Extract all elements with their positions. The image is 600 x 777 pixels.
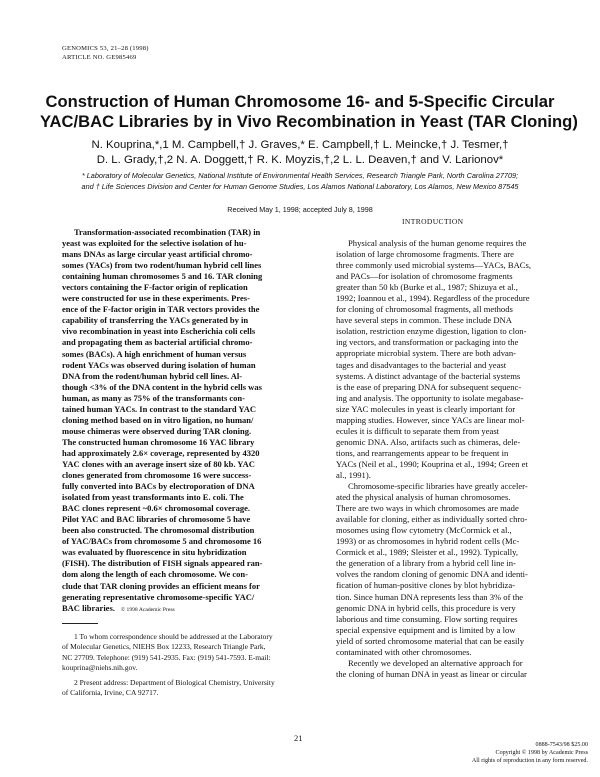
abstract-line: clones generated from chromosome 16 were success-: [62, 470, 252, 481]
footnote-line: of California, Irvine, CA 92717.: [62, 688, 159, 698]
abstract-line: though <3% of the DNA content in the hybrid cells was: [62, 381, 262, 392]
body-line: the generation of a library from a hybrid cell line in-: [336, 558, 516, 569]
abstract-line: mouse chimeras were observed during TAR cloning.: [62, 425, 252, 436]
abstract: [62, 227, 312, 616]
body-line: tages and disadvantages to the bacterial and yeast: [336, 359, 507, 370]
authors-line-1: N. Kouprina,*,1 M. Campbell,† J. Graves,* E. Campbell,† L. Meincke,† J. Tesmer,†: [91, 139, 509, 151]
paper-title: [40, 92, 578, 132]
abstract-last-line: [62, 603, 312, 616]
body-line: special expensive equipment and is limited by a low: [336, 624, 516, 635]
abstract-line: generating representative chromosome-specific YAC/: [62, 591, 255, 602]
abstract-line: YAC clones with an average insert size of 80 kb. YAC: [62, 458, 255, 469]
abstract-line: BAC clones represent ~0.6× chromosomal coverage.: [62, 503, 250, 514]
abstract-line: were constructed for use in these experiments. Pres-: [62, 293, 250, 304]
abstract-line: was evaluated by fluorescence in situ hybridization: [62, 547, 247, 558]
body-line: greater than 50 kb (Burke et al., 1987; Shizuya et al.,: [336, 282, 518, 293]
abstract-line: mans DNAs as large circular yeast artificial chromo-: [62, 249, 253, 260]
footnote-separator: [62, 623, 98, 624]
body-line: ecules it is difficult to separate them from yeast: [336, 425, 500, 436]
body-line: three commonly used microbial systems—YACs, BACs,: [336, 260, 532, 271]
body-line: laborious and time consuming. Flow sorting requires: [336, 613, 518, 624]
body-line: Recently we developed an alternative approach for: [348, 657, 523, 668]
body-line: and PACs—for isolation of chromosome fragments: [336, 271, 513, 282]
affiliation-line-1: * Laboratory of Molecular Genetics, National Institute of Environmental Health Services, Research Triangle Park, North Carolina 27709;: [81, 171, 519, 180]
abstract-line: clude that TAR cloning provides an efficient means for: [62, 580, 260, 591]
abstract-line: cloning method based on in vitro ligation, no human/: [62, 414, 254, 425]
abstract-line: The constructed human chromosome 16 YAC library: [62, 436, 255, 447]
abstract-line: had approximately 2.6× coverage, represented by 4320: [62, 447, 260, 458]
body-line: 1992; Ioannou et al., 1994). Regardless of the procedure: [336, 293, 530, 304]
received-dates: Received May 1, 1998; accepted July 8, 1998: [227, 205, 373, 214]
body-line: fication of human-positive clones by blot hybridiza-: [336, 580, 515, 591]
affiliations: [30, 170, 570, 192]
body-line: isolation, restriction enzyme digestion, ligation to clon-: [336, 326, 527, 337]
body-line: genomic DNA. Also, artifacts such as chimeras, dele-: [336, 436, 521, 447]
abstract-line: dom along the length of each chromosome. We con-: [62, 569, 248, 580]
abstract-final-text: BAC libraries.: [62, 602, 115, 613]
abstract-line: of YAC/BACs from chromosome 5 and chromosome 16: [62, 536, 262, 547]
body-line: Physical analysis of the human genome requires the: [348, 238, 527, 248]
body-line: have several steps in common. These include DNA: [336, 315, 512, 326]
footnote-line: 1 To whom correspondence should be addressed at the Laboratory: [74, 632, 273, 641]
body-line: ing and analysis. The opportunity to isolate megabase-: [336, 392, 524, 403]
body-line: tion. Since human DNA represents less than 3% of the: [336, 591, 524, 602]
abstract-line: vectors containing the F-factor origin of replication: [62, 282, 248, 293]
body-line: Cormick et al., 1989; Sleister et al., 1992). Typically,: [336, 547, 518, 558]
title-line-2: YAC/BAC Libraries by in Vivo Recombination in Yeast (TAR Cloning): [40, 112, 578, 131]
intro-paragraph-1: [336, 238, 586, 481]
abstract-line: human, as many as 75% of the transformants con-: [62, 392, 245, 403]
footnote-line: of Molecular Genetics, NIEHS Box 12233, Research Triangle Park,: [62, 642, 266, 652]
intro-paragraph-3: [336, 658, 586, 680]
body-line: for cloning of chromosomal fragments, all methods: [336, 304, 513, 315]
section-heading-introduction: INTRODUCTION: [402, 217, 464, 226]
body-line: Chromosome-specific libraries have greatly acceler-: [348, 481, 528, 492]
body-line: There are two ways in which chromosomes are made: [336, 503, 519, 514]
body-line: ated the physical analysis of human chromosomes.: [336, 492, 511, 503]
colophon: [440, 741, 588, 766]
abstract-line: vivo recombination in yeast into Escherichia coli cells: [62, 326, 256, 337]
abstract-line: somes (YACs) from two rodent/human hybrid cell lines: [62, 260, 262, 271]
footnote-2: [62, 678, 312, 699]
body-line: isolation of large chromosome fragments. There are: [336, 249, 514, 260]
body-line: mosomes using flow cytometry (McCormick et al.,: [336, 525, 512, 536]
page-number: 21: [294, 733, 303, 743]
abstract-line: DNA from the rodent/human hybrid cell lines. Al-: [62, 370, 243, 381]
body-line: 1993) or as chromosomes in hybrid rodent cells (Mc-: [336, 536, 520, 547]
affiliation-line-2: and † Life Sciences Division and Center for Human Genome Studies, Los Alamos National Laboratory, Los Alamos, New Mexico 87545: [81, 182, 519, 191]
abstract-copyright: © 1998 Academic Press: [120, 606, 175, 613]
abstract-line: yeast was exploited for the selective isolation of hu-: [62, 238, 247, 249]
body-line: yield of sorted chromosome material that can be easily: [336, 635, 525, 646]
authors-line-2: D. L. Grady,†,2 N. A. Doggett,† R. K. Moyzis,†,2 L. L. Deaven,† and V. Larionov*: [96, 153, 504, 166]
abstract-body: [62, 227, 312, 603]
abstract-line: rodent YACs was observed during isolation of human: [62, 359, 256, 370]
abstract-line: containing human chromosomes 5 and 16. TAR cloning: [62, 271, 263, 282]
body-line: contaminated with other chromosomes.: [336, 646, 472, 657]
body-line: al., 1991).: [336, 469, 371, 480]
abstract-line: ence of the F-factor origin in TAR vectors provides the: [62, 304, 260, 315]
body-line: ing vectors, and transformation or packaging into the: [336, 337, 519, 348]
article-number: ARTICLE NO. GE985469: [62, 54, 137, 61]
abstract-line: somes (BACs). A high enrichment of human versus: [62, 348, 247, 359]
footnote-line: 2 Present address: Department of Biological Chemistry, University: [74, 678, 275, 688]
journal-citation: GENOMICS 53, 21–28 (1998): [62, 45, 149, 52]
body-line: appropriate microbial system. There are both advan-: [336, 348, 517, 359]
colophon-issn: 0888-7543/98 $25.00: [535, 742, 588, 748]
abstract-line: and propagating them as bacterial artificial chromo-: [62, 337, 253, 348]
body-line: tions, and rearrangements appear to be frequent in: [336, 447, 509, 458]
title-line-1: Construction of Human Chromosome 16- and 5-Specific Circular: [45, 92, 555, 111]
abstract-line: been also constructed. The chromosomal distribution: [62, 525, 255, 536]
body-line: genomic DNA in hybrid cells, this procedure is very: [336, 602, 516, 613]
colophon-copyright: Copyright © 1998 by Academic Press: [495, 750, 588, 757]
footnote-1: [62, 632, 312, 673]
intro-paragraph-2: [336, 481, 586, 658]
footnote-line: NC 27709. Telephone: (919) 541-2935. Fax: (919) 541-7593. E-mail:: [62, 652, 271, 662]
abstract-line: (FISH). The distribution of FISH signals appeared ran-: [62, 558, 263, 569]
abstract-line: fully converted into BACs by electroporation of DNA: [62, 481, 255, 492]
abstract-line: Transformation-associated recombination (TAR) in: [74, 227, 261, 237]
abstract-line: isolated from yeast transformants into E. coli. The: [62, 492, 244, 503]
body-line: size YAC molecules in yeast is clearly important for: [336, 403, 516, 414]
journal-header: [62, 44, 149, 62]
introduction-body: [336, 238, 586, 680]
colophon-rights: All rights of reproduction in any form reserved.: [471, 758, 588, 765]
abstract-line: capability of transferring the YACs generated by in: [62, 315, 249, 326]
body-line: systems. A distinct advantage of the bacterial systems: [336, 370, 521, 381]
author-list: [40, 138, 560, 167]
body-line: is the ease of preparing DNA for subsequent sequenc-: [336, 381, 522, 392]
body-line: volves the random cloning of genomic DNA and identi-: [336, 569, 528, 580]
body-line: mapping studies. However, since YACs are linear mol-: [336, 414, 525, 425]
footnotes: [62, 632, 312, 699]
abstract-line: tained human YACs. In contrast to the standard YAC: [62, 403, 257, 414]
body-line: the cloning of human DNA in yeast as linear or circular: [336, 668, 527, 679]
body-line: YACs (Neil et al., 1990; Kouprina et al., 1994; Green et: [336, 458, 528, 469]
body-line: available for cloning, either as individually sorted chro-: [336, 514, 528, 525]
abstract-line: Pilot YAC and BAC libraries of chromosome 5 have: [62, 514, 251, 525]
footnote-line: kouprina@niehs.nih.gov.: [62, 662, 138, 672]
